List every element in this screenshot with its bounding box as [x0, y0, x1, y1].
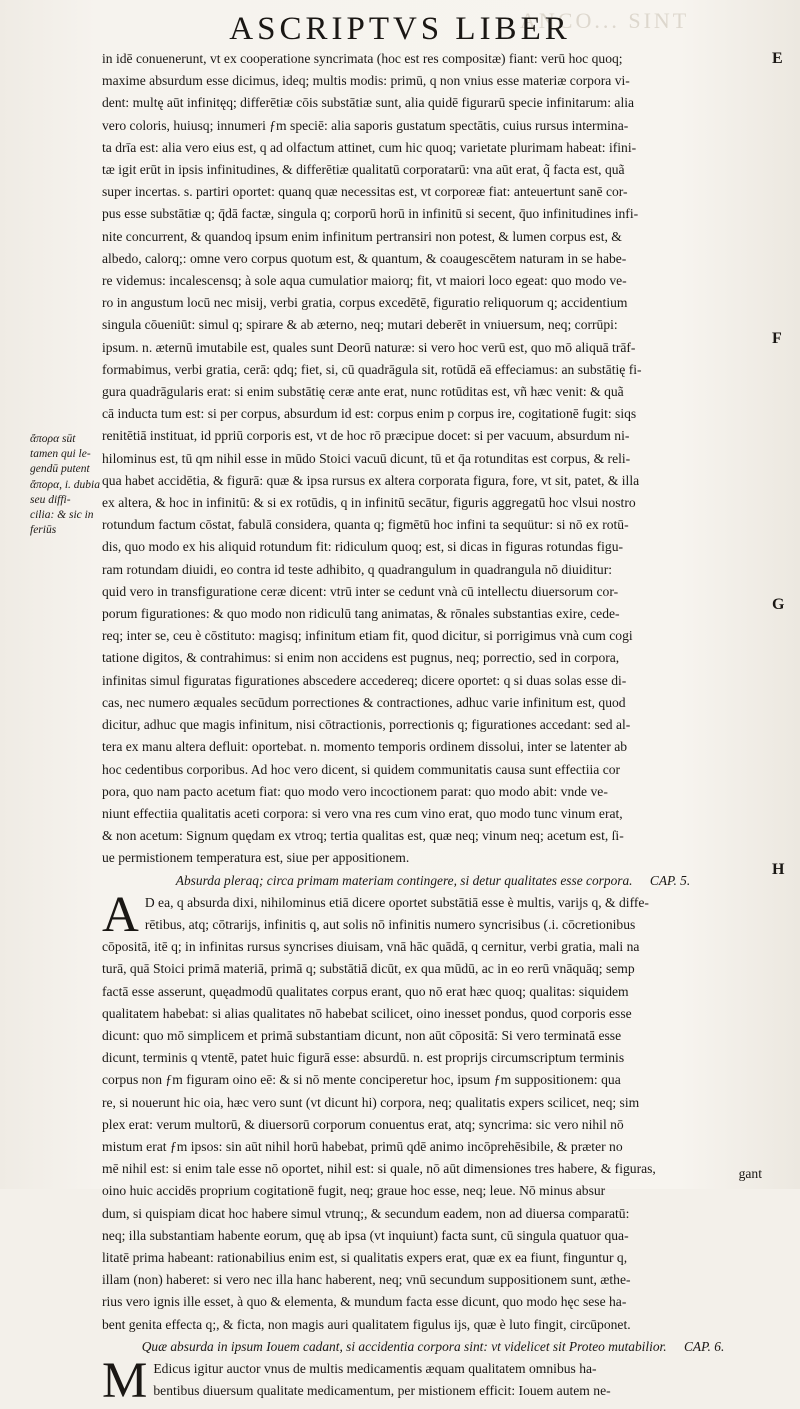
chapter-5-line: bent genita effecta q;, & ficta, non magis auri qualitatem figulus ijs, quæ è luto fingit, circūponet. [102, 1316, 631, 1332]
chapter-6-title: Quæ absurda in ipsum Iouem cadant, si accidentia corpora sint: vt videlicet sit Proteo mutabilior. [141, 1338, 667, 1354]
chapter-5-text [102, 886, 764, 1336]
body_lines-line: ta drīa est: alia vero eius est, q ad olfactum attinet, cum hic quoq; varietate plurimam habeat: ifini- [102, 139, 637, 155]
chapter-5-line: qualitatem habebat: si alias qualitates nō habebat scilicet, oino inesset pondus, quod corporis esse [102, 1005, 632, 1021]
body_lines-line: albedo, calorq;: omne vero corpus quotum est, & quantum, & coaugescētem naturam in se habe- [102, 250, 627, 266]
body_lines-line: maxime absurdum esse dicimus, ideq; multis modis: primū, q non vnius esse materiæ corpora vi- [102, 73, 630, 89]
body_lines-line: tatione digitos, & contrahimus: si enim non accidens est pugnus, neq; porrectio, sed in corpora, [102, 650, 620, 666]
body_lines-line: ex altera, & hoc in infinitū: & si ex rotūdis, q in infinitū secātur, figuris aggregatū hoc vlsui nostro [102, 495, 636, 511]
body_lines-line: dent: multę aūt infinitęq; differētiæ cōis substātiæ sunt, alia quidē figurarū specie infinitarum: alia [102, 95, 635, 111]
body_lines-line: gura quadrāgularis erat: si enim substātię ceræ ante erat, nunc rotūditas est, vñ hæc venit: & quã [102, 384, 624, 400]
body_lines-line: ue permistionem temperatura est, siue per appositionem. [102, 850, 410, 866]
chapter-5-line: D ea, q absurda dixi, nihilominus etiā dicere oportet substātiā esse è multis, varijs q, & diffe- [144, 894, 649, 910]
chapter-5-line: turā, quā Stoici primā materiā, primā q; substātiā dicūt, ex qua mūdū, ac in eo rerū vnāquāq; semp [102, 961, 635, 977]
chapter-5-line: rētibus, atq; cōtrarijs, infinitis q, aut solis nō infinitis numero syncrisibus (.i. cōcretionibus [144, 916, 636, 932]
chapter-5-line: mē nihil est: si enim tale esse nō oportet, nihil est: si quale, nō aūt dimensiones tres habere, & figuras, [102, 1161, 656, 1177]
chapter-5-line: illam (non) haberet: si vero nec illa hanc haberent, neq; vnū secundum suppositionem sunt, æthe- [102, 1272, 631, 1288]
body_lines-line: pus esse substātiæ q; q̄dā factæ, singula q; corporū horū in infinitū si secent, q̄uo infinitudines infi- [102, 206, 639, 222]
margin-letter-f: F [772, 330, 782, 347]
chapter-5-initial: A [102, 886, 139, 943]
margin-note-line: seu diffi- [30, 493, 71, 506]
chapter-5-line: dicunt, terminis q vtentē, patet huic figurā esse: absurdū. n. est proprijs circumscriptum terminis [102, 1050, 625, 1066]
body_lines-line: rotundum factum cōstat, fabulā considera, quanta q; figmētū hoc infini ta sequütur: si nō ex rotū- [102, 517, 629, 533]
chapter-6-line: bentibus diuersum qualitate medicamentum, per mistionem efficit: Iouem autem ne- [153, 1383, 611, 1399]
chapter-5-line: neq; illa substantiam habente eorum, quę ab ipsa (vt inquiunt) facta sunt, cū singula quatuor qua- [102, 1227, 629, 1243]
chapter-5-line: dum, si quispiam dicat hoc habere simul vtrunq;, & secundum eadem, non ad diuersa comparatū: [102, 1205, 630, 1221]
body_lines-line: quid vero in transfiguratione ceræ dicent: vtrū inter se cedunt vnà cū intellectu diuersorum cor- [102, 583, 619, 599]
running-head: ASCRIPTVS LIBER [229, 11, 571, 47]
chapter-5-line: rius vero ignis ille esset, à quo & elementa, & mundum facta esse dicunt, quo modo hęc sese ha- [102, 1294, 627, 1310]
body_lines-line: vero coloris, huiusq; innumeri ƒm speciē: alia saporis gustatum spectātis, cuius rursus intermina- [102, 117, 629, 133]
chapter-5-line: oino huic accidēs proprium cogitationē fugit, neq; graue hoc esse, neq; leue. Nō minus absur [102, 1183, 606, 1199]
chapter-5-line: dicunt: quo mō simplicem et primā substantiam dicunt, non aūt cōpositā: Si vero terminatā esse [102, 1027, 622, 1043]
body_lines-line: re videmus: incalescensq; à sole aqua cumulatior maiorq; fit, vt maiori loco egeat: quo modo ve- [102, 273, 627, 289]
chapter-5-line: corpus non ƒm figuram oino eē: & si nō mente conciperetur hoc, ipsum ƒm suppositionem: qua [102, 1072, 621, 1088]
catchword: gant [738, 1166, 762, 1181]
chapter-5-line: plex erat: verum multorū, & diuersorū corporum conuentus erat, atq; syncrima: sic vero nihil nō [102, 1116, 624, 1132]
chapter-5-title: Absurda pleraq; circa primam materiam contingere, si detur qualitates esse corpora. [175, 872, 633, 888]
chapter-4-continuation [102, 48, 764, 870]
body_lines-line: & non acetum: Signum quędam ex vtroq; tertia qualitas est, quæ neq; vinum neq; acetum est, ſi- [102, 828, 624, 844]
margin-note-line: cilia: & sic in [30, 509, 94, 522]
body_lines-line: dis, quo modo ex his aliquid rotundum fit: ridiculum quoq; est, si dicas in figuras rotundas figu- [102, 539, 624, 555]
body_lines-line: ram rotundam diuidi, eo contra id teste adhibito, q quadrangulum in quadrangula nō diuiditur: [102, 561, 613, 577]
show-through-header: ANCO... SINT [520, 8, 690, 33]
margin-note-line: ἄπορα, i. dubia [30, 478, 100, 491]
margin-letter-e: E [772, 50, 783, 67]
body_lines-line: hilominus est, tū qm nihil esse in mūdo Stoici vacuū dicunt, tū et q̄a rotunditas est corpus, & reli- [102, 450, 631, 466]
chapter-5-line: mistum erat ƒm ipsos: sin aūt nihil horū habebat, primū qdē animo incōprehēsibile, & præter no [102, 1138, 623, 1154]
chapter-6-text [102, 1352, 764, 1409]
margin-letter-h: H [772, 861, 785, 878]
chapter-5-line: cōpositā, itē q; in infinitas rursus syncrises diuisam, vnā hāc quādā, q cernitur, verbi gratia, mali na [102, 939, 640, 955]
body_lines-line: nite concurrent, & quandoq ipsum enim infinitum pertransiri non potest, & lumen corpus est, & [102, 228, 622, 244]
margin-note-line: feriūs [30, 524, 57, 537]
body_lines-line: infinitas simul figuratas figurationes abscedere accedereq; dicere oportet: q si duas solas esse di- [102, 672, 627, 688]
body_lines-line: cas, nec numero æquales secūdum porrectiones & contractiones, adhuc varie infinitum est, quod [102, 694, 626, 710]
body_lines-line: niunt effectiia qualitatis aceti corpora: si vero vna res cum vino erat, quo modo tunc vinum erat, [102, 805, 623, 821]
chapter-6-line: Edicus igitur auctor vnus de multis medicamentis æquam qualitatem omnibus ha- [153, 1360, 597, 1376]
margin-annotation [30, 432, 98, 538]
body_lines-line: dicitur, adhuc que magis infinitum, nisi cōtractionis, porrectionis q; figurationes accedant: sed al- [102, 717, 631, 733]
chapter-5-line: litatē prima habeant: rationabilius enim est, si qualitatis expers erat, quæ ex ea fiunt, finguntur q, [102, 1249, 628, 1265]
body_lines-line: pora, quo nam pacto acetum fiat: quo modo vero incoctionem parat: quo modo abit: vnde ve- [102, 783, 608, 799]
body_lines-line: porum figurationes: & quo modo non ridiculū tang animatas, & rōnales substantias exire, cede- [102, 606, 620, 622]
chapter-6-heading [102, 1336, 764, 1358]
body_lines-line: tæ igit erūt in ipsis infinitudines, & differētiæ qualitatū corporatarū: vna aūt erat, q̃ facta est, quã [102, 162, 625, 178]
chapter-6-number: CAP. 6. [683, 1338, 725, 1354]
body_lines-line: hoc cedentibus corporibus. Ad hoc vero dicent, si quidem communitatis causa sunt effectiia cor [102, 761, 621, 777]
body_lines-line: qua habet accidētia, & figurā: quæ & ipsa rursus ex altera corporata figura, fore, vt sit, patet, & illa [102, 472, 640, 488]
main-text-block [102, 48, 764, 1409]
body_lines-line: ro in angustum locū nec misij, verbi gratia, corpus excedētē, figuratio reliquorum q; accidentium [102, 295, 628, 311]
chapter-5-heading [102, 870, 764, 892]
chapter-6-initial: M [102, 1352, 148, 1409]
body_lines-line: ipsum. n. æternū imutabile est, quales sunt Deorū naturæ: si vero hoc verū est, quo mō aliquā trāf- [102, 339, 636, 355]
margin-letter-g: G [772, 596, 785, 613]
chapter-5-number: CAP. 5. [649, 872, 691, 888]
chapter-5-line: factā esse asserunt, quęadmodū qualitates corpus erant, quo nō erat hæc quoq; qualitas: siquidem [102, 983, 629, 999]
body_lines-line: renitētiā instituat, id ppriū corporis est, vt de hoc rō præcipue docet: si per vacuum, absurdum ni- [102, 428, 630, 444]
body_lines-line: tera ex manu altera defluit: oportebat. n. momento temporis ordinem dissolui, inter se latenter ab [102, 739, 628, 755]
margin-note-line: tamen qui le- [30, 448, 91, 461]
chapter-5-line: re, si nouerunt hic oia, hæc vero sunt (vt dicunt hi) corpora, neq; qualitatis expers scilicet, neq; sim [102, 1094, 640, 1110]
body_lines-line: req; inter se, ceu è cōstituto: magisq; infinitum etiam fit, quod dicitur, si porrigimus vnà cum cogi [102, 628, 633, 644]
body_lines-line: singula cōueniūt: simul q; spirare & ab æterno, neq; mutari deberēt in vniuersum, neq; corrūpi: [102, 317, 618, 333]
body_lines-line: cā inducta tum est: si per corpus, absurdum id est: corpus enim p corpus ire, cogitationē fugit: siqs [102, 406, 637, 422]
body_lines-line: super incertas. s. partiri oportet: quanq quæ necessitas est, vt corporeæ fiat: anteuertunt sanē cor- [102, 184, 628, 200]
margin-note-line: gendū putent [30, 463, 90, 476]
body_lines-line: in idē conuenerunt, vt ex cooperatione syncrimata (hoc est res compositæ) fiant: verū hoc quoq; [102, 51, 623, 66]
margin-note-line: ἄπορα sūt [30, 433, 76, 445]
body_lines-line: formabimus, verbi gratia, cerā: qdq; fiet, si, cū quadrāgula sit, rotūdā eā effeciamus: an substātię fi- [102, 361, 642, 377]
